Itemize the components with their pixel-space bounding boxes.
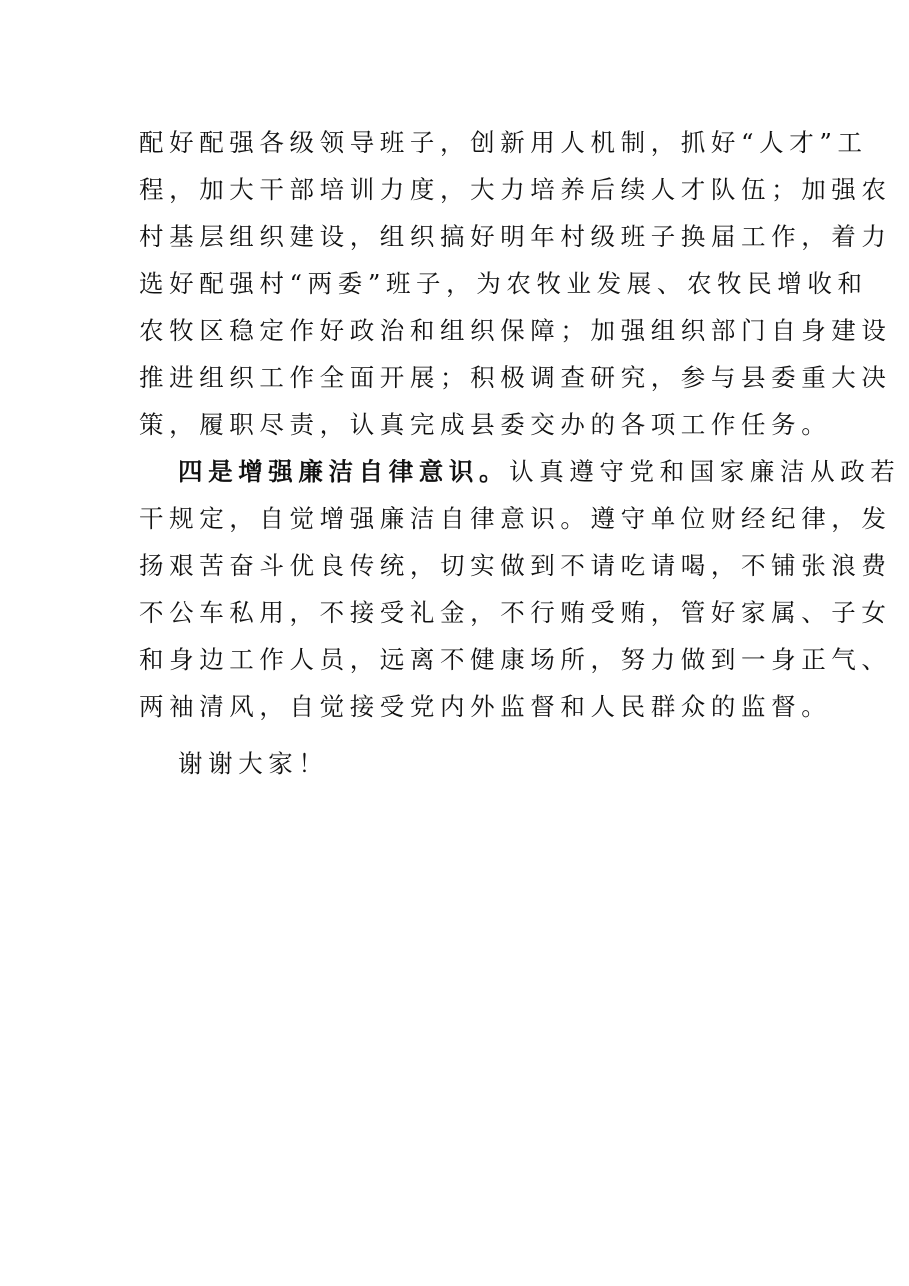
text-line: 推进组织工作全面开展；积极调查研究，参与县委重大决	[139, 363, 892, 392]
paragraph-four-first-line	[178, 449, 901, 495]
text-line: 选好配强村“两委”班子，为农牧业发展、农牧民增收和	[139, 269, 868, 298]
text-line: 扬艰苦奋斗优良传统，切实做到不请吃请喝，不铺张浪费	[139, 551, 892, 580]
paragraph-four-heading: 四是增强廉洁自律意识。	[178, 457, 510, 486]
text-line: 和身边工作人员，远离不健康场所，努力做到一身正气、	[139, 645, 892, 674]
text-line: 农牧区稳定作好政治和组织保障；加强组织部门自身建设	[139, 316, 892, 345]
text-line: 村基层组织建设，组织搞好明年村级班子换届工作，着力	[139, 222, 892, 251]
text-line: 配好配强各级领导班子，创新用人机制，抓好“人才”工	[139, 128, 868, 157]
text-line: 不公车私用，不接受礼金，不行贿受贿，管好家属、子女	[139, 598, 892, 627]
closing-line: 谢谢大家！	[178, 749, 329, 778]
text-line: 程，加大干部培训力度，大力培养后续人才队伍；加强农	[139, 175, 892, 204]
text-line: 策，履职尽责，认真完成县委交办的各项工作任务。	[139, 410, 832, 439]
paragraph-four-text: 认真遵守党和国家廉洁从政若	[509, 457, 901, 486]
text-line: 干规定，自觉增强廉洁自律意识。遵守单位财经纪律，发	[139, 504, 892, 533]
text-line: 两袖清风，自觉接受党内外监督和人民群众的监督。	[139, 692, 832, 721]
